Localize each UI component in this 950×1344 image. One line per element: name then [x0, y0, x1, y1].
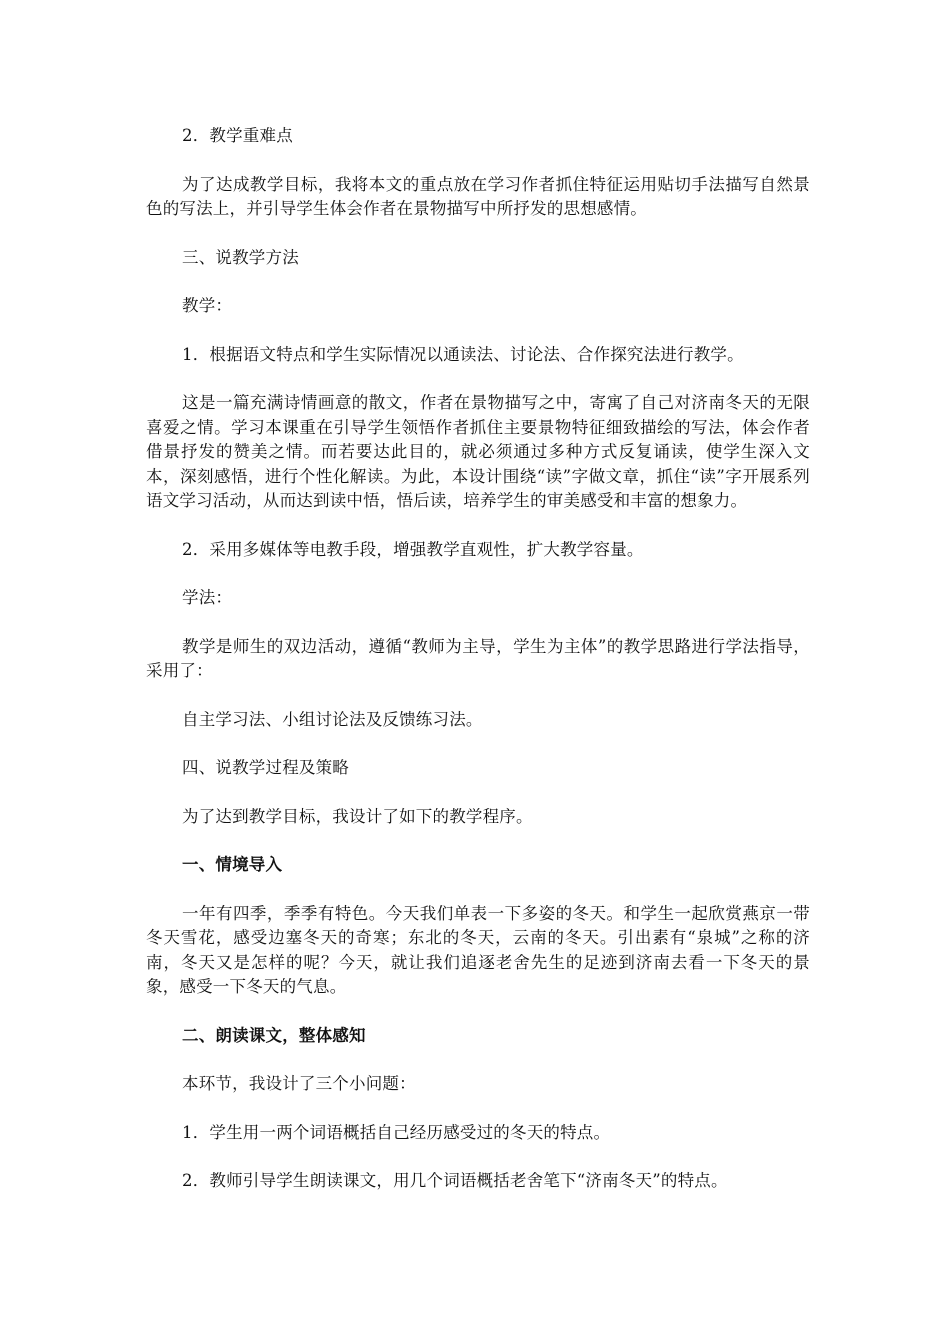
- body-paragraph: 1．根据语文特点和学生实际情况以通读法、讨论法、合作探究法进行教学。: [182, 344, 744, 364]
- section-heading: 三、说教学方法: [182, 247, 299, 267]
- body-paragraph: 本环节，我设计了三个小问题：: [182, 1074, 416, 1093]
- body-paragraph: 自主学习法、小组讨论法及反馈练习法。: [182, 709, 483, 729]
- body-paragraph: 为了达到教学目标，我设计了如下的教学程序。: [182, 806, 533, 826]
- bold-section-heading: 一、情境导入: [182, 855, 283, 874]
- subheading: 学法：: [182, 588, 233, 607]
- body-paragraph: 一年有四季，季季有特色。今天我们单表一下多姿的冬天。和学生一起欣赏燕京一带冬天雪花，感受边塞冬天的奇寒；东北的冬天，云南的冬天。引出素有“泉城”之称的济南，冬天又是怎样的呢？今天，就让我们追逐老舍先生的足迹到济南去看一下冬天的景象，感受一下冬天的气息。: [146, 903, 810, 996]
- subheading: 教学：: [182, 296, 233, 315]
- body-paragraph: 为了达成教学目标，我将本文的重点放在学习作者抓住特征运用贴切手法描写自然景色的写法上，并引导学生体会作者在景物描写中所抒发的思想感情。: [146, 174, 810, 218]
- body-paragraph: 2．教师引导学生朗读课文，用几个词语概括老舍笔下“济南冬天”的特点。: [182, 1171, 728, 1190]
- section-heading: 2．教学重难点: [182, 126, 293, 145]
- body-paragraph: 1．学生用一两个词语概括自己经历感受过的冬天的特点。: [182, 1122, 611, 1142]
- bold-section-heading: 二、朗读课文，整体感知: [182, 1025, 366, 1045]
- body-paragraph: 2．采用多媒体等电教手段，增强教学直观性，扩大教学容量。: [182, 539, 644, 559]
- body-paragraph: 这是一篇充满诗情画意的散文，作者在景物描写之中，寄寓了自己对济南冬天的无限喜爱之情。学习本课重在引导学生领悟作者抓住主要景物特征细致描绘的写法，体会作者借景抒发的赞美之情。而若要达此目的，就必须通过多种方式反复诵读，使学生深入文本，深刻感悟，进行个性化解读。为此，本设计围绕“读”字做文章，抓住“读”字开展系列语文学习活动，从而达到读中悟，悟后读，培养学生的审美感受和丰富的想象力。: [146, 393, 810, 510]
- section-heading: 四、说教学过程及策略: [182, 758, 349, 777]
- document-body: [146, 124, 810, 1218]
- body-paragraph: 教学是师生的双边活动，遵循“教师为主导，学生为主体”的教学思路进行学法指导，采用了：: [146, 636, 810, 680]
